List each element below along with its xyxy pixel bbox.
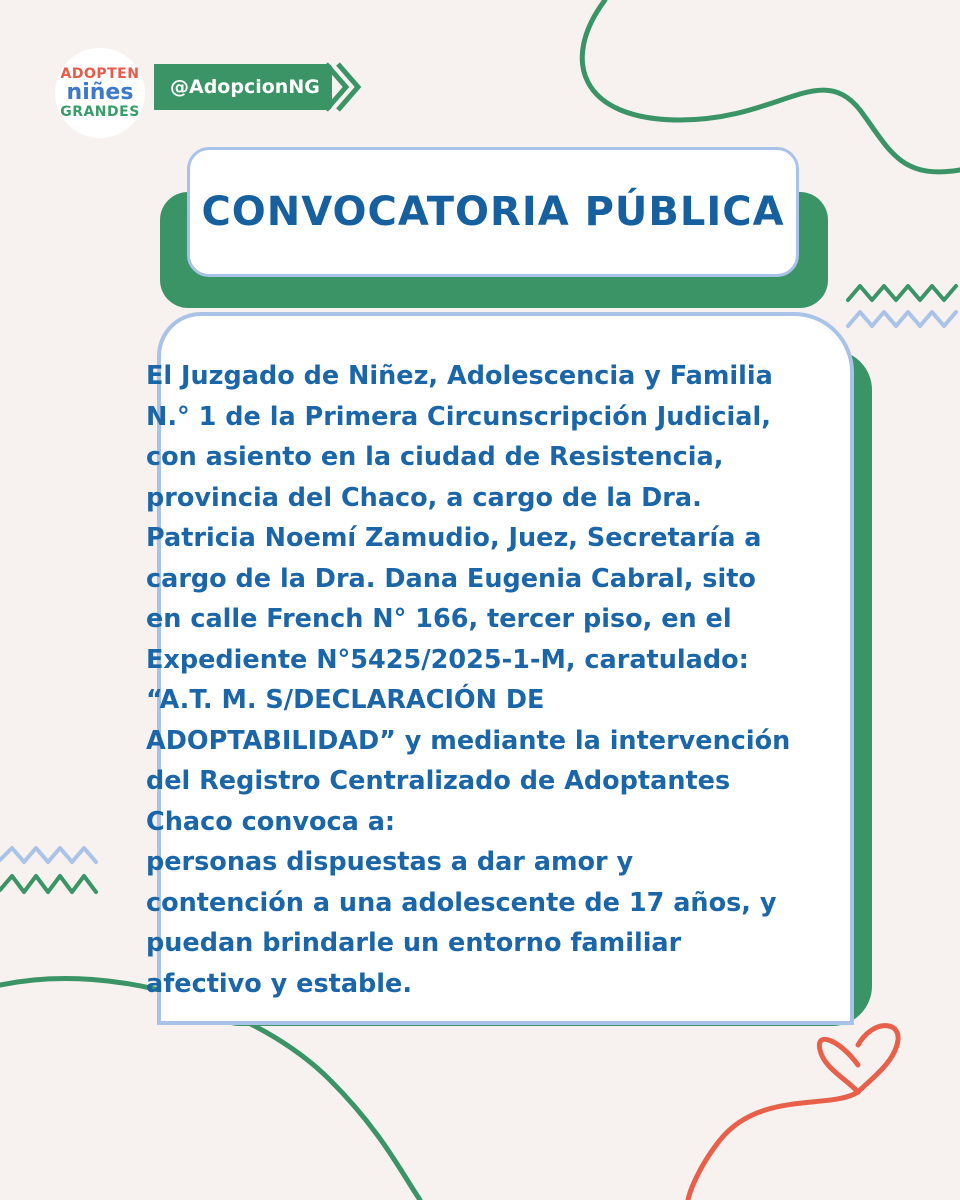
- text-line: puedan brindarle un entorno familiar: [146, 928, 682, 958]
- adopten-nines-grandes-logo: [55, 48, 145, 138]
- logo-line-3: GRANDES: [60, 103, 140, 120]
- text-line: del Registro Centralizado de Adoptantes: [146, 766, 731, 796]
- text-line: Chaco convoca a:: [146, 806, 396, 837]
- page-title: CONVOCATORIA PÚBLICA: [201, 189, 785, 235]
- heart-tail-line: [688, 1092, 858, 1200]
- logo-line-1: ADOPTEN: [60, 65, 140, 82]
- text-line: Expediente N°5425/2025-1-M, caratulado:: [146, 644, 749, 675]
- text-line: personas dispuestas a dar amor y: [146, 847, 634, 877]
- text-line: afectivo y estable.: [146, 968, 413, 999]
- text-line: El Juzgado de Niñez, Adolescencia y Familia: [146, 361, 773, 391]
- blue-zigzag-left: [0, 848, 96, 862]
- chevron-right-icon: [334, 60, 364, 114]
- announcement-text: [146, 356, 836, 1004]
- green-zigzag-right: [848, 286, 956, 300]
- text-line: Patricia Noemí Zamudio, Juez, Secretaría a: [146, 523, 762, 553]
- logo-line-2: niñes: [66, 80, 134, 106]
- text-line: con asiento en la ciudad de Resistencia,: [146, 442, 724, 472]
- title-panel: [187, 147, 799, 277]
- blue-zigzag-right: [848, 312, 956, 326]
- text-line: “A.T. M. S/DECLARACIÓN DE: [146, 685, 545, 715]
- social-handle-banner: [154, 64, 332, 110]
- text-line: en calle French N° 166, tercer piso, en el: [146, 604, 732, 634]
- green-zigzag-left: [0, 876, 96, 892]
- text-line: contención a una adolescente de 17 años, y: [146, 887, 777, 918]
- text-line: cargo de la Dra. Dana Eugenia Cabral, sito: [146, 563, 756, 594]
- social-handle-text: @AdopcionNG: [170, 76, 320, 98]
- text-line: provincia del Chaco, a cargo de la Dra.: [146, 482, 702, 513]
- text-line: N.° 1 de la Primera Circunscripción Judicial,: [146, 401, 771, 432]
- text-line: ADOPTABILIDAD” y mediante la intervención: [146, 725, 791, 756]
- heart-icon: [819, 1026, 898, 1092]
